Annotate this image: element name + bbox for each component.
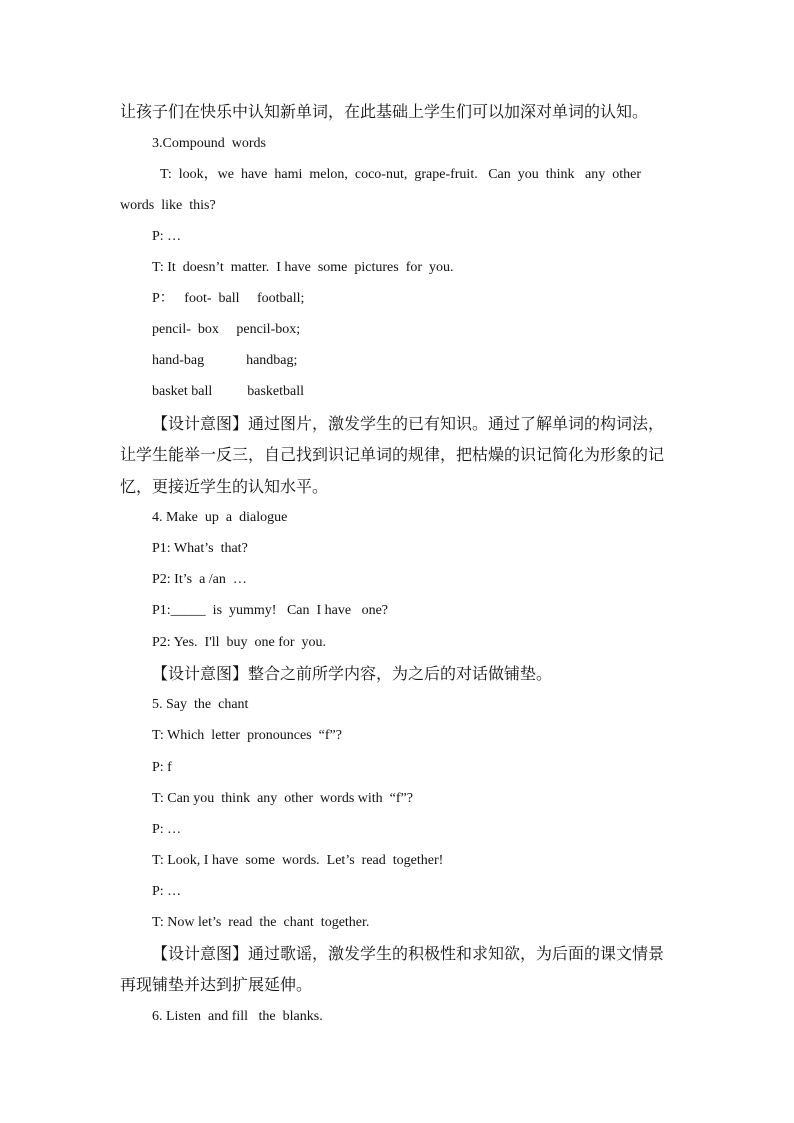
section-heading-chant: 5. Say the chant	[152, 697, 249, 712]
dialogue-line: T: It doesn’t matter. I have some pictures for you.	[152, 260, 454, 275]
dialogue-line: T: Now let’s read the chant together.	[152, 915, 370, 930]
paragraph-line: 再现铺垫并达到扩展延伸。	[120, 975, 313, 994]
dialogue-line: P: …	[152, 884, 182, 899]
dialogue-line: P: f	[152, 760, 172, 775]
dialogue-line: words like this?	[120, 198, 216, 213]
design-intent-line: 【设计意图】整合之前所学内容，为之后的对话做铺垫。	[152, 664, 553, 683]
dialogue-line: T: Which letter pronounces “f”?	[152, 728, 342, 743]
word-example-line: hand-bag handbag;	[152, 353, 298, 368]
design-intent-line: 【设计意图】通过图片，激发学生的已有知识。通过了解单词的构词法，	[152, 414, 665, 433]
dialogue-line: P： foot- ball football;	[152, 291, 305, 306]
dialogue-line: T: look，we have hami melon, coco-nut, grape-fruit. Can you think any other	[160, 167, 642, 182]
dialogue-line: P2: It’s a /an …	[152, 572, 247, 587]
dialogue-line: P1:_____ is yummy! Can I have one?	[152, 603, 389, 618]
dialogue-line: P1: What’s that?	[152, 541, 248, 556]
paragraph-line: 让学生能举一反三，自己找到识记单词的规律，把枯燥的识记简化为形象的记	[120, 445, 665, 464]
dialogue-line: P: …	[152, 229, 182, 244]
paragraph-line: 忆，更接近学生的认知水平。	[120, 477, 329, 496]
word-example-line: pencil- box pencil-box;	[152, 322, 301, 337]
section-heading-listen: 6. Listen and fill the blanks.	[152, 1009, 323, 1024]
dialogue-line: T: Can you think any other words with “f”?	[152, 791, 413, 806]
section-heading-dialogue: 4. Make up a dialogue	[152, 510, 288, 525]
design-intent-line: 【设计意图】通过歌谣，激发学生的积极性和求知欲，为后面的课文情景	[152, 944, 665, 963]
dialogue-line: P2: Yes. I'll buy one for you.	[152, 635, 327, 650]
section-heading-compound-words: 3.Compound words	[152, 136, 266, 151]
dialogue-line: T: Look, I have some words. Let’s read together!	[152, 853, 444, 868]
word-example-line: basket ball basketball	[152, 384, 305, 399]
paragraph-line: 让孩子们在快乐中认知新单词，在此基础上学生们可以加深对单词的认知。	[120, 102, 649, 121]
dialogue-line: P: …	[152, 822, 182, 837]
